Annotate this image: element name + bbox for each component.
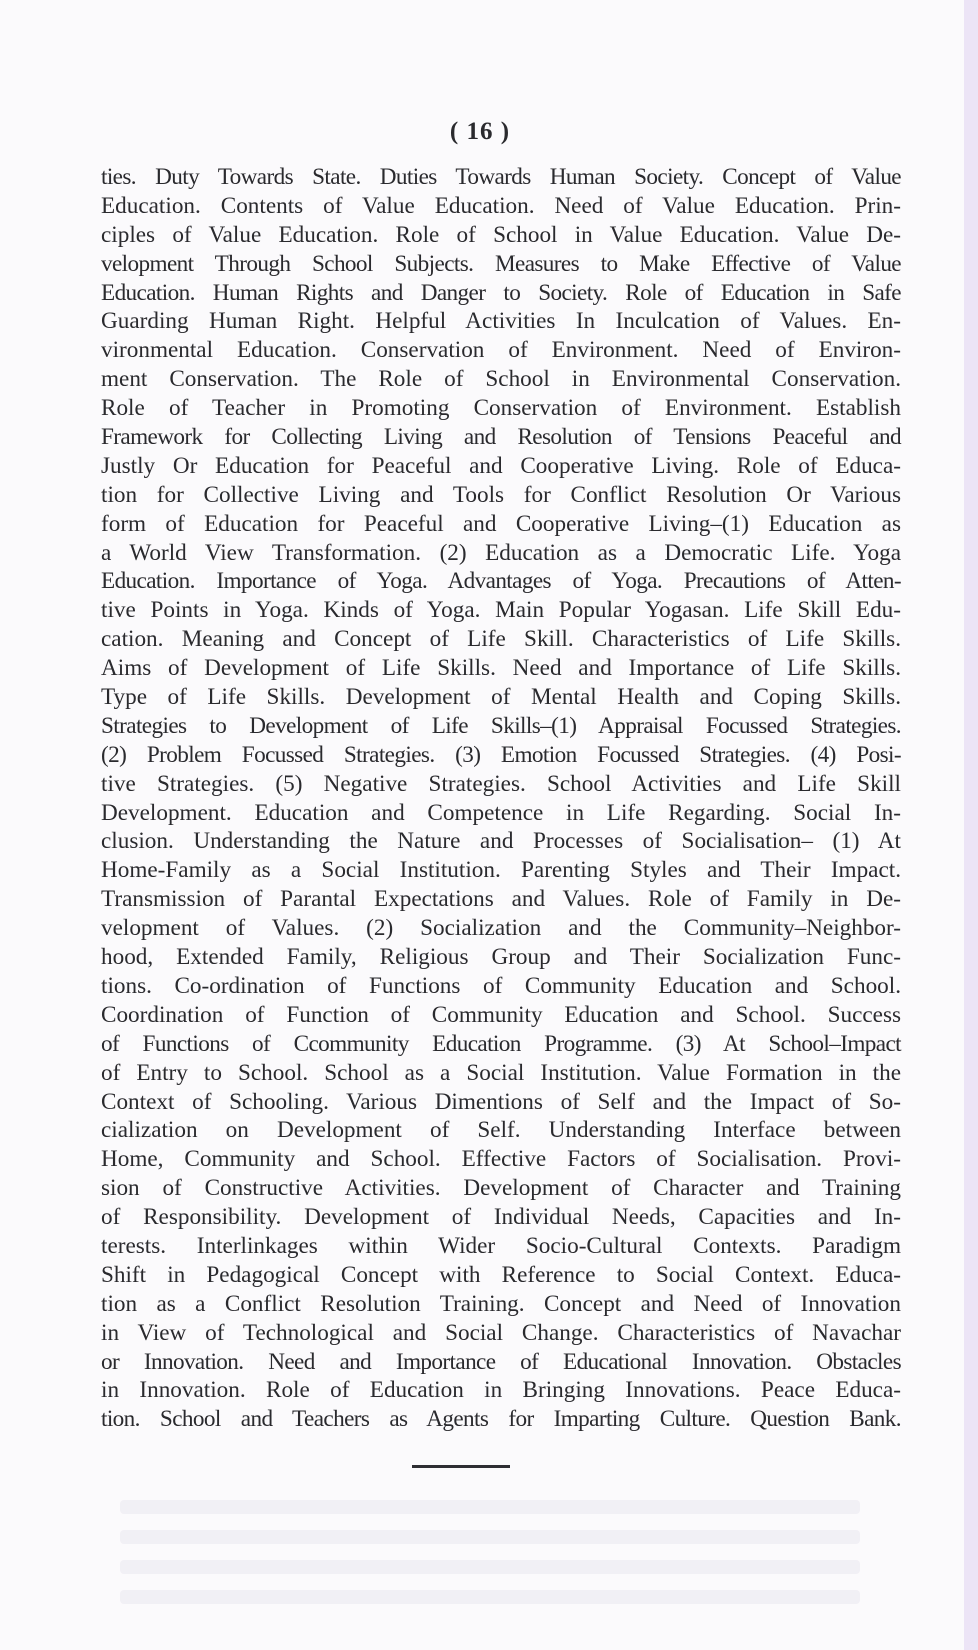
text-line: tive Points in Yoga. Kinds of Yoga. Main Popular Yogasan. Life Skill Edu- [101,597,901,624]
text-line: Strategies to Development of Life Skills–(1) Appraisal Focussed Strategies. [101,712,901,739]
text-line: in View of Technological and Social Change. Characteristics of Navachar [101,1319,901,1346]
text-line: velopment Through School Subjects. Measures to Make Effective of Value [101,250,901,277]
text-line: tion as a Conflict Resolution Training. Concept and Need of Innovation [101,1290,901,1317]
text-line: tive Strategies. (5) Negative Strategies. School Activities and Life Skill [101,770,901,797]
text-line: Education. Importance of Yoga. Advantages of Yoga. Precautions of Atten- [101,568,901,595]
text-line: sion of Constructive Activities. Development of Character and Training [101,1175,901,1202]
text-line: Aims of Development of Life Skills. Need and Importance of Life Skills. [101,655,901,682]
text-line: Coordination of Function of Community Education and School. Success [101,1001,901,1028]
text-line: of Functions of Ccommunity Education Programme. (3) At School–Impact [101,1030,901,1057]
text-line: terests. Interlinkages within Wider Socio-Cultural Contexts. Paradigm [101,1232,901,1259]
text-line: Education. Contents of Value Education. Need of Value Education. Prin- [101,192,901,219]
text-line: Development. Education and Competence in Life Regarding. Social In- [101,799,901,826]
show-through-text [120,1590,860,1604]
text-line: velopment of Values. (2) Socialization and the Community–Neighbor- [101,915,901,942]
text-line: ties. Duty Towards State. Duties Towards Human Society. Concept of Value [101,164,901,190]
text-line: Guarding Human Right. Helpful Activities In Inculcation of Values. En- [101,308,901,335]
text-line: Type of Life Skills. Development of Mental Health and Coping Skills. [101,684,901,711]
text-line: clusion. Understanding the Nature and Processes of Socialisation– (1) At [101,828,901,855]
text-line: of Responsibility. Development of Individual Needs, Capacities and In- [101,1204,901,1231]
text-line: Framework for Collecting Living and Resolution of Tensions Peaceful and [101,424,901,451]
text-line: Role of Teacher in Promoting Conservation of Environment. Establish [101,395,901,422]
text-line: Context of Schooling. Various Dimentions of Self and the Impact of So- [101,1088,901,1115]
text-line: tion for Collective Living and Tools for Conflict Resolution Or Various [101,481,901,508]
text-line: ciples of Value Education. Role of School in Value Education. Value De- [101,221,901,248]
text-line: Transmission of Parantal Expectations and Values. Role of Family in De- [101,886,901,913]
text-line: cation. Meaning and Concept of Life Skill. Characteristics of Life Skills. [101,626,901,653]
text-line: cialization on Development of Self. Understanding Interface between [101,1117,901,1144]
text-line: Home, Community and School. Effective Factors of Socialisation. Provi- [101,1146,901,1173]
text-line: in Innovation. Role of Education in Bringing Innovations. Peace Educa- [101,1377,901,1404]
section-end-rule [412,1465,510,1468]
text-line: hood, Extended Family, Religious Group and Their Socialization Func- [101,944,901,971]
show-through-text [120,1530,860,1544]
contents-paragraph [101,163,901,1434]
text-line: Shift in Pedagogical Concept with Reference to Social Context. Educa- [101,1261,901,1288]
page-edge-shading [964,0,978,1650]
text-line: tions. Co-ordination of Functions of Community Education and School. [101,972,901,999]
text-line: Education. Human Rights and Danger to Society. Role of Education in Safe [101,279,901,306]
text-line: or Innovation. Need and Importance of Educational Innovation. Obstacles [101,1348,901,1375]
text-line: of Entry to School. School as a Social Institution. Value Formation in the [101,1059,901,1086]
text-line: form of Education for Peaceful and Cooperative Living–(1) Education as [101,510,901,537]
show-through-text [120,1560,860,1574]
text-line: tion. School and Teachers as Agents for Imparting Culture. Question Bank. [101,1406,901,1433]
text-line: Justly Or Education for Peaceful and Cooperative Living. Role of Educa- [101,452,901,479]
show-through-text [120,1500,860,1514]
text-line: vironmental Education. Conservation of Environment. Need of Environ- [101,337,901,364]
page-number: ( 16 ) [449,118,511,145]
text-line: ment Conservation. The Role of School in Environmental Conservation. [101,366,901,393]
text-line: Home-Family as a Social Institution. Parenting Styles and Their Impact. [101,857,901,884]
text-line: (2) Problem Focussed Strategies. (3) Emotion Focussed Strategies. (4) Posi- [101,741,901,768]
text-line: a World View Transformation. (2) Education as a Democratic Life. Yoga [101,539,901,566]
